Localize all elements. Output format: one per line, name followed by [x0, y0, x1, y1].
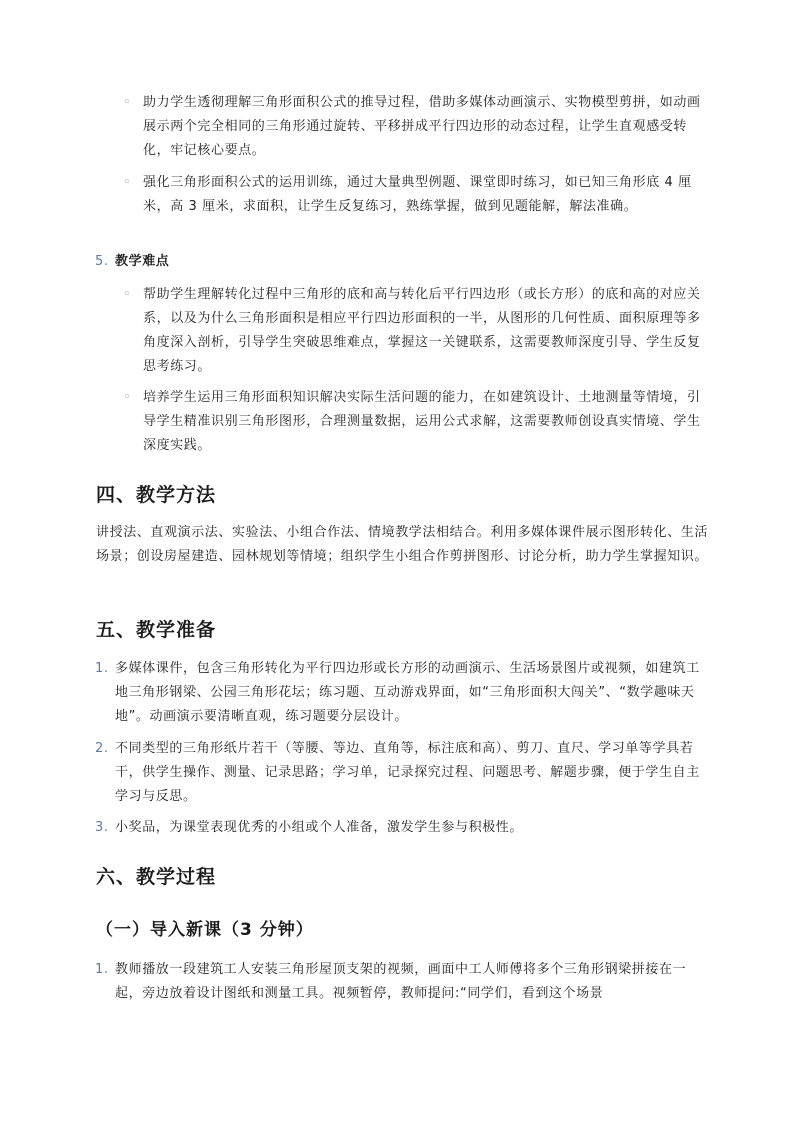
bullet-text: 帮助学生理解转化过程中三角形的底和高与转化后平行四边形（或长方形）的底和高的对应关系，以及为什么三角形面积是相应平行四边形面积的一半，从图形的几何性质、面积原理等多角度深入剖析，引导学生突破思维难点，掌握这一关键联系，这需要教师深度引导、学生反复思考练习。	[143, 287, 701, 374]
bullet-icon: ◦	[123, 95, 132, 110]
list-item-label: 教学难点	[115, 254, 170, 269]
list-item	[123, 283, 703, 379]
subsection-heading: （一）导入新课（3 分钟）	[96, 920, 314, 940]
numbered-item	[95, 958, 705, 1006]
section-heading: 六、教学过程	[96, 866, 217, 888]
bullet-icon: ◦	[123, 175, 132, 190]
list-item	[123, 386, 703, 458]
list-item-text: 不同类型的三角形纸片若干（等腰、等边、直角等，标注底和高）、剪刀、直尺、学习单等学具若干，供学生操作、测量、记录思路；学习单，记录探究过程、问题思考、解题步骤，便于学生自主学习与反思。	[115, 741, 700, 804]
list-item	[123, 171, 703, 219]
list-number: 1.	[95, 661, 109, 676]
bullet-icon: ◦	[123, 287, 132, 302]
list-item-text: 教师播放一段建筑工人安装三角形屋顶支架的视频，画面中工人师傅将多个三角形钢梁拼接在一起，旁边放着设计图纸和测量工具。视频暂停，教师提问:“同学们，看到这个场景	[115, 962, 687, 1001]
bullet-text: 助力学生透彻理解三角形面积公式的推导过程，借助多媒体动画演示、实物模型剪拼，如动画展示两个完全相同的三角形通过旋转、平移拼成平行四边形的动态过程，让学生直观感受转化，牢记核心要点。	[143, 95, 701, 158]
list-number: 2.	[95, 741, 109, 756]
bullet-text: 强化三角形面积公式的运用训练，通过大量典型例题、课堂即时练习，如已知三角形底 4 厘米，高 3 厘米，求面积，让学生反复练习，熟练掌握，做到见题能解，解法准确。	[143, 175, 692, 214]
bullet-text: 培养学生运用三角形面积知识解决实际生活问题的能力，在如建筑设计、土地测量等情境，引导学生精准识别三角形图形，合理测量数据，运用公式求解，这需要教师创设真实情境、学生深度实践。	[143, 390, 701, 453]
bullet-icon: ◦	[123, 390, 132, 405]
list-item-text: 小奖品，为课堂表现优秀的小组或个人准备，激发学生参与积极性。	[115, 820, 524, 835]
numbered-item	[95, 737, 705, 809]
section-heading: 五、教学准备	[96, 619, 217, 641]
list-item	[123, 91, 703, 163]
list-item-text: 多媒体课件，包含三角形转化为平行四边形或长方形的动画演示、生活场景图片或视频，如建筑工地三角形钢梁、公园三角形花坛；练习题、互动游戏界面，如“三角形面积大闯关”、“数学趣味天地”。动画演示要清晰直观，练习题要分层设计。	[115, 661, 700, 724]
section-heading: 四、教学方法	[96, 484, 217, 506]
numbered-item	[95, 250, 705, 274]
list-number: 3.	[95, 820, 109, 835]
section-paragraph: 讲授法、直观演示法、实验法、小组合作法、情境教学法相结合。利用多媒体课件展示图形转化、生活场景；创设房屋建造、园林规划等情境；组织学生小组合作剪拼图形、讨论分析，助力学生掌握知识。	[96, 525, 709, 564]
numbered-item	[95, 657, 705, 729]
list-number: 5.	[95, 254, 109, 269]
numbered-item	[95, 816, 705, 840]
list-number: 1.	[95, 962, 109, 977]
